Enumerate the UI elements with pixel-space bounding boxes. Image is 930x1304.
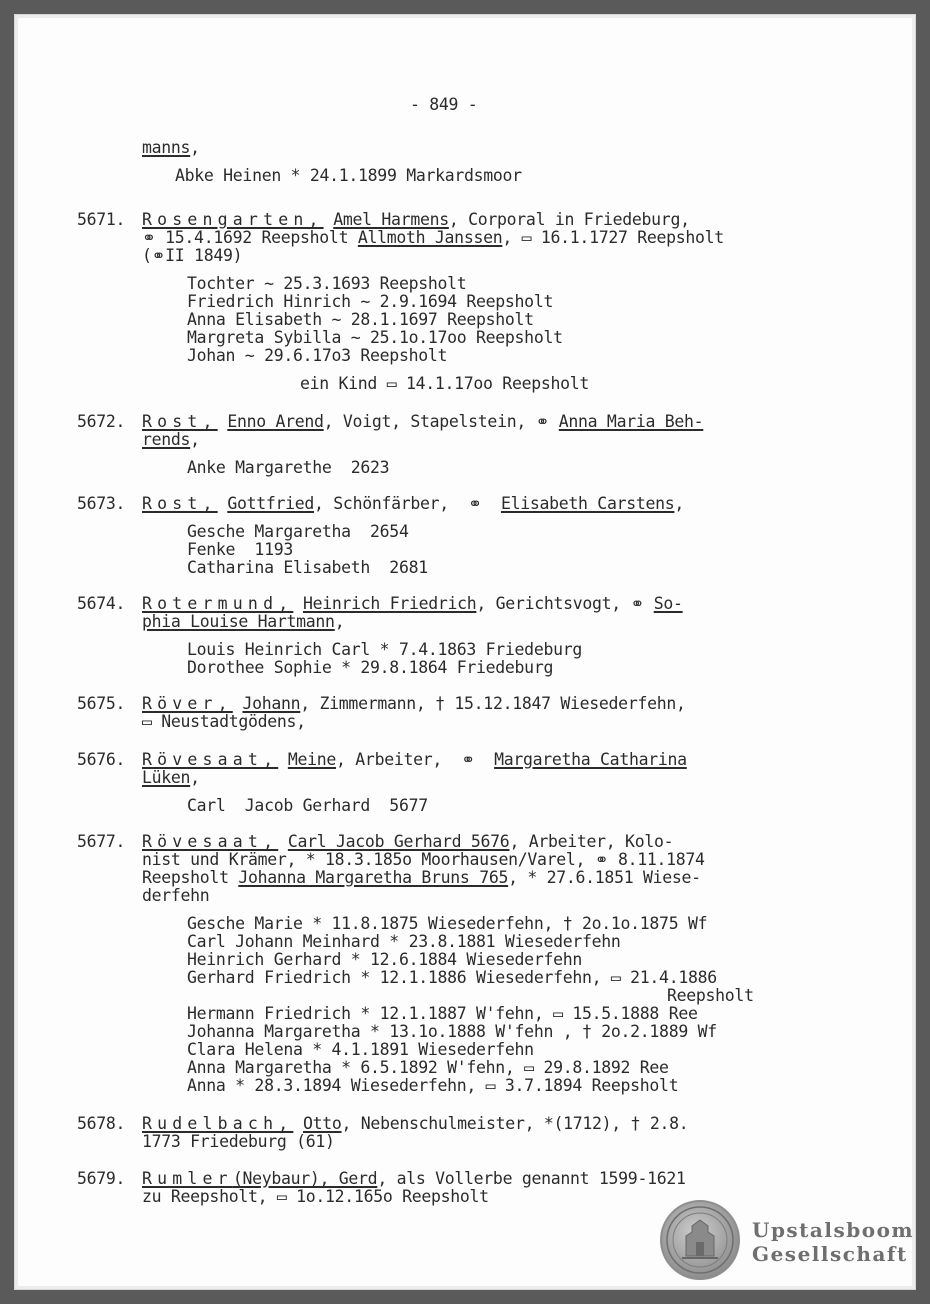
text-line (175, 167, 522, 185)
underlined-name: Margaretha Catharina (494, 750, 687, 769)
text-segment (218, 494, 228, 513)
text-line (187, 1059, 669, 1077)
underlined-name: So- (653, 594, 683, 613)
text-segment: , (190, 430, 200, 449)
text-segment: Abke Heinen * 24.1.1899 Markardsmoor (175, 166, 522, 185)
text-line (187, 559, 428, 577)
text-segment: Fenke 1193 (187, 540, 293, 559)
text-line (142, 887, 209, 905)
text-segment: , (674, 494, 685, 513)
text-line (187, 1023, 717, 1041)
text-line (142, 869, 701, 887)
text-line (142, 413, 703, 431)
text-segment: Catharina Elisabeth 2681 (187, 558, 428, 577)
text-segment: Johan ~ 29.6.17o3 Reepsholt (187, 346, 448, 365)
text-segment: , Zimmermann, † 15.12.1847 Wiesederfehn, (300, 694, 686, 713)
text-segment: , ▭ 16.1.1727 Reepsholt (502, 228, 724, 247)
text-segment: , * 27.6.1851 Wiese- (508, 868, 701, 887)
text-line (187, 951, 582, 969)
text-line (187, 311, 534, 329)
text-segment: Anna * 28.3.1894 Wiesederfehn, ▭ 3.7.1894 Reepsholt (187, 1076, 679, 1095)
text-segment (293, 594, 303, 613)
text-line (187, 541, 293, 559)
text-line (142, 1115, 688, 1133)
text-line (142, 695, 686, 713)
text-line (142, 1170, 686, 1188)
underlined-name: phia Louise Hartmann (142, 612, 335, 631)
text-segment: Anna Elisabeth ~ 28.1.1697 Reepsholt (187, 310, 534, 329)
entry-number: 5672. (77, 412, 126, 431)
text-line (142, 139, 200, 157)
text-segment (324, 210, 334, 229)
surname: Rudelbach, (142, 1114, 294, 1133)
surname: Rost, (142, 412, 218, 431)
text-segment: Louis Heinrich Carl * 7.4.1863 Friedeburg (187, 640, 582, 659)
text-segment: Friedrich Hinrich ~ 2.9.1694 Reepsholt (187, 292, 554, 311)
document-page (14, 14, 916, 1290)
entry-number: 5674. (77, 594, 126, 613)
text-line (142, 247, 242, 265)
underlined-name: Lüken (142, 768, 191, 787)
entry-number: 5679. (77, 1169, 126, 1188)
underlined-name: manns (142, 138, 191, 157)
surname: Rövesaat, (142, 832, 279, 851)
underlined-name: rends (142, 430, 191, 449)
text-segment: , Arbeiter, ⚭ (336, 750, 495, 769)
entry-number: 5677. (77, 832, 126, 851)
underlined-name: Allmoth Janssen (357, 228, 503, 247)
entry-number: 5678. (77, 1114, 126, 1133)
text-line (187, 293, 553, 311)
text-segment: ▭ Neustadtgödens, (142, 712, 306, 731)
text-line (142, 833, 673, 851)
text-segment: , (334, 612, 345, 631)
text-line (187, 1041, 534, 1059)
text-line (142, 229, 724, 247)
text-segment: , Arbeiter, Kolo- (509, 832, 674, 851)
logo-line-2: Gesellschaft (752, 1242, 908, 1266)
page-number: - 849 - (410, 95, 478, 114)
entry-number: 5675. (77, 694, 126, 713)
underlined-name: Gottfried (227, 494, 315, 513)
text-segment: derfehn (142, 886, 210, 905)
text-line (667, 987, 754, 1005)
text-segment (278, 750, 288, 769)
underlined-name: Otto (302, 1114, 342, 1133)
text-segment: , Schönfärber, ⚭ (314, 494, 501, 513)
text-segment: , (190, 768, 200, 787)
text-segment: Johanna Margaretha * 13.1o.1888 W'fehn , † 2o.2.1889 Wf (187, 1022, 717, 1041)
text-line (187, 797, 428, 815)
seal-icon (660, 1200, 740, 1280)
underlined-name: Amel Harmens (333, 210, 449, 229)
text-segment: Hermann Friedrich * 12.1.1887 W'fehn, ▭ 15.5.1888 Ree (187, 1004, 698, 1023)
text-segment: Gesche Margaretha 2654 (187, 522, 409, 541)
text-segment: , als Vollerbe genannt 1599-1621 (377, 1169, 686, 1188)
text-segment (278, 832, 288, 851)
underlined-name: Enno Arend (227, 412, 324, 431)
text-segment: 1773 Friedeburg (61) (142, 1132, 335, 1151)
text-line (142, 851, 705, 869)
underlined-name: Carl Jacob Gerhard 5676 (287, 832, 510, 851)
text-segment: Dorothee Sophie * 29.8.1864 Friedeburg (187, 658, 554, 677)
surname: Rost, (142, 494, 218, 513)
text-segment: Tochter ~ 25.3.1693 Reepsholt (187, 274, 467, 293)
text-segment: , Nebenschulmeister, *(1712), † 2.8. (341, 1114, 689, 1133)
surname: Rumler (142, 1169, 233, 1188)
surname: Rotermund, (142, 594, 294, 613)
text-line (142, 595, 683, 613)
underlined-name: Meine (287, 750, 337, 769)
text-segment: , (190, 138, 200, 157)
text-segment (293, 1114, 303, 1133)
text-line (187, 969, 717, 987)
text-line (142, 1188, 489, 1206)
text-line (187, 1005, 698, 1023)
text-line (187, 933, 621, 951)
underlined-name: (Neybaur), Gerd (232, 1169, 378, 1188)
text-segment: Anna Margaretha * 6.5.1892 W'fehn, ▭ 29.8.1892 Ree (187, 1058, 669, 1077)
text-segment: (⚭II 1849) (142, 246, 243, 265)
entry-number: 5676. (77, 750, 126, 769)
text-segment: , Gerichtsvogt, ⚭ (476, 594, 654, 613)
text-segment: , Corporal in Friedeburg, (448, 210, 690, 229)
entry-number: 5671. (77, 210, 126, 229)
text-segment (233, 694, 243, 713)
text-line (142, 769, 200, 787)
underlined-name: Elisabeth Carstens (500, 494, 675, 513)
text-line (187, 1077, 678, 1095)
typed-text-body (15, 15, 915, 1289)
text-line (187, 459, 389, 477)
text-segment: Clara Helena * 4.1.1891 Wiesederfehn (187, 1040, 534, 1059)
text-line (187, 915, 707, 933)
text-segment: ein Kind ▭ 14.1.17oo Reepsholt (300, 374, 590, 393)
text-line (142, 495, 684, 513)
text-line (142, 613, 344, 631)
text-segment: nist und Krämer, * 18.3.185o Moorhausen/Varel, ⚭ 8.11.1874 (142, 850, 705, 869)
underlined-name: Anna Maria Beh- (558, 412, 704, 431)
text-segment: Gerhard Friedrich * 12.1.1886 Wiesederfehn, ▭ 21.4.1886 (187, 968, 717, 987)
text-line (187, 659, 553, 677)
text-line (187, 275, 466, 293)
underlined-name: Heinrich Friedrich (302, 594, 477, 613)
logo-text (752, 1218, 914, 1266)
text-line (142, 1133, 335, 1151)
text-line (187, 523, 409, 541)
text-segment: Gesche Marie * 11.8.1875 Wiesederfehn, † 2o.1o.1875 Wf (187, 914, 708, 933)
text-segment: Anke Margarethe 2623 (187, 458, 390, 477)
text-line (187, 347, 447, 365)
text-segment: Carl Johann Meinhard * 23.8.1881 Wiesederfehn (187, 932, 621, 951)
text-line (142, 431, 200, 449)
text-segment: Reepsholt (667, 986, 754, 1005)
text-segment: ⚭ 15.4.1692 Reepsholt (142, 228, 358, 247)
text-line (142, 751, 687, 769)
text-segment: zu Reepsholt, ▭ 1o.12.165o Reepsholt (142, 1187, 489, 1206)
logo-line-1: Upstalsboom (752, 1218, 915, 1242)
text-line (187, 641, 582, 659)
text-segment: Margreta Sybilla ~ 25.1o.17oo Reepsholt (187, 328, 563, 347)
text-segment (218, 412, 228, 431)
entry-number: 5673. (77, 494, 126, 513)
surname: Rövesaat, (142, 750, 279, 769)
text-line (187, 329, 563, 347)
underlined-name: Johanna Margaretha Bruns 765 (238, 868, 509, 887)
surname: Röver, (142, 694, 233, 713)
underlined-name: Johann (242, 694, 301, 713)
text-segment: Reepsholt (142, 868, 239, 887)
surname: Rosengarten, (142, 210, 324, 229)
text-line (300, 375, 589, 393)
text-segment: , Voigt, Stapelstein, ⚭ (323, 412, 559, 431)
text-line (142, 713, 306, 731)
text-segment: Heinrich Gerhard * 12.6.1884 Wiesederfehn (187, 950, 582, 969)
text-segment: Carl Jacob Gerhard 5677 (187, 796, 428, 815)
text-line (142, 211, 690, 229)
